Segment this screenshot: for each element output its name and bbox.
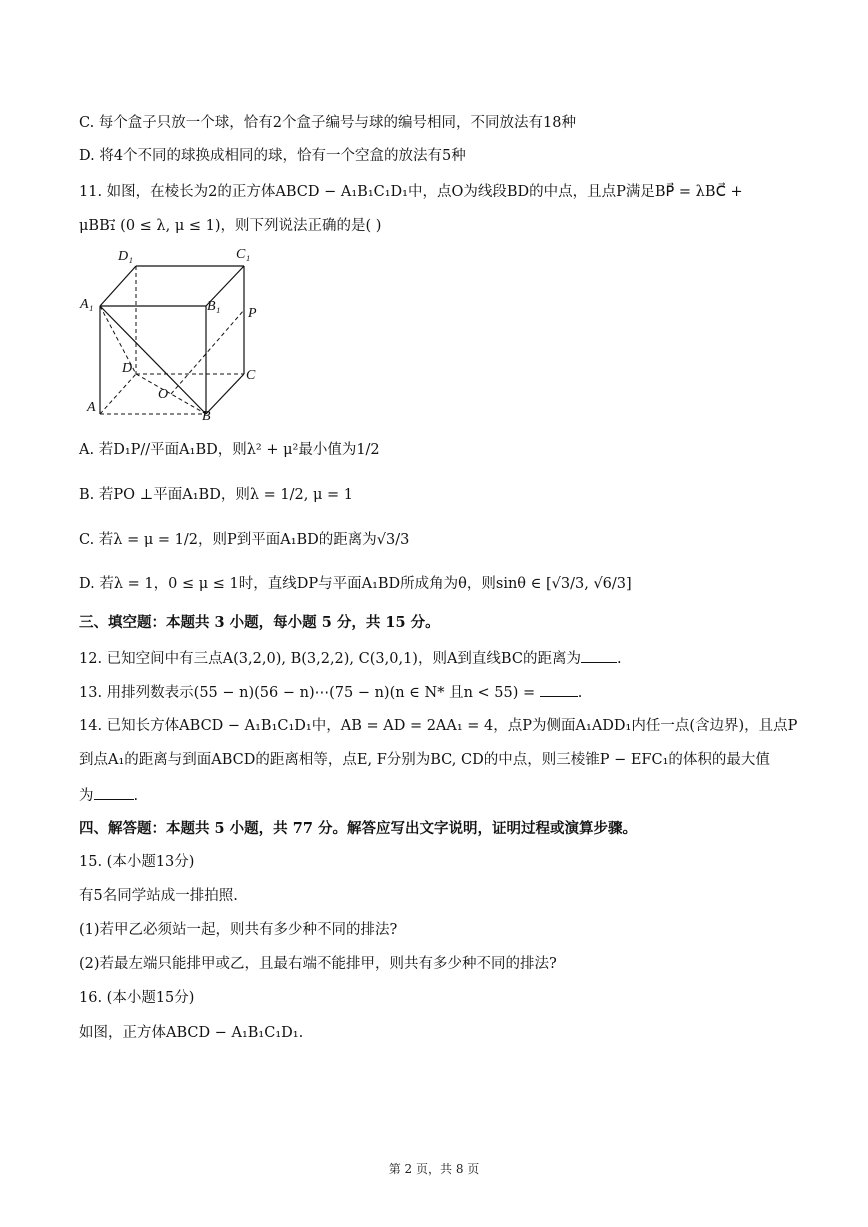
label-C: C [246,368,256,383]
section-3-heading: 三、填空题：本题共 3 小题，每小题 5 分，共 15 分。 [79,614,440,631]
cube-diagram [78,240,278,425]
question-14-text-3: 为 [79,788,94,804]
question-13-text: 13. 用排列数表示(55 − n)(56 − n)⋯(75 − n)(n ∈ N* 且n < 55) = [79,685,536,701]
option-11d: D. 若λ = 1，0 ≤ μ ≤ 1时，直线DP与平面A₁BD所成角为θ，则sinθ ∈ [√3/3, √6/3] [79,576,632,592]
option-11b: B. 若PO ⊥平面A₁BD，则λ = 1/2, μ = 1 [79,487,353,503]
label-D: D [122,361,133,376]
question-11-stem-1: 11. 如图，在棱长为2的正方体ABCD − A₁B₁C₁D₁中，点O为线段BD的中点，且点P满足BP⃗ = λBC⃗ + [79,184,743,200]
answer-blank-14 [94,785,134,800]
label-B1: B₁ [207,299,221,314]
question-14-line-2: 到点A₁的距离与到面ABCD的距离相等，点E, F分别为BC, CD的中点，则三棱锥P − EFC₁的体积的最大值 [79,752,770,768]
label-A1: A₁ [80,297,94,312]
answer-blank-13 [540,682,578,697]
question-14-line-3: 为 . [79,785,138,806]
question-15-heading: 15. (本小题13分) [79,854,195,870]
page-footer: 第 2 页，共 8 页 [388,1162,480,1176]
question-16-stem: 如图，正方体ABCD − A₁B₁C₁D₁. [79,1025,304,1041]
label-B: B [202,409,211,424]
question-15-part-2: (2)若最左端只能排甲或乙，且最右端不能排甲，则共有多少种不同的排法? [79,956,557,972]
question-16-heading: 16. (本小题15分) [79,990,195,1006]
label-P: P [248,306,257,321]
question-15-stem: 有5名同学站成一排拍照. [79,888,238,904]
option-11a: A. 若D₁P//平面A₁BD，则λ² + μ²最小值为1/2 [79,442,380,458]
section-4-heading: 四、解答题：本题共 5 小题，共 77 分。解答应写出文字说明，证明过程或演算步骤。 [79,820,637,837]
option-10d: D. 将4个不同的球换成相同的球，恰有一个空盒的放法有5种 [79,148,466,164]
label-A: A [87,400,96,415]
option-11c: C. 若λ = μ = 1/2，则P到平面A₁BD的距离为√3/3 [79,532,410,548]
label-D1: D₁ [118,249,133,264]
question-13: 13. 用排列数表示(55 − n)(56 − n)⋯(75 − n)(n ∈ N* 且n < 55) = . [79,682,582,703]
question-15-part-1: (1)若甲乙必须站一起，则共有多少种不同的排法? [79,922,398,938]
option-10c: C. 每个盒子只放一个球，恰有2个盒子编号与球的编号相同，不同放法有18种 [79,115,576,131]
question-12: 12. 已知空间中有三点A(3,2,0), B(3,2,2), C(3,0,1)，则A到直线BC的距离为 . [79,648,622,669]
answer-blank-12 [581,648,617,663]
question-11-stem-2: μBB₁⃗ (0 ≤ λ, μ ≤ 1)，则下列说法正确的是( ) [79,218,382,234]
label-O: O [158,387,169,402]
label-C1: C₁ [236,247,251,262]
question-14-line-1: 14. 已知长方体ABCD − A₁B₁C₁D₁中，AB = AD = 2AA₁ = 4，点P为侧面A₁ADD₁内任一点(含边界)，且点P [79,718,798,734]
question-12-text: 12. 已知空间中有三点A(3,2,0), B(3,2,2), C(3,0,1)，则A到直线BC的距离为 [79,651,581,667]
